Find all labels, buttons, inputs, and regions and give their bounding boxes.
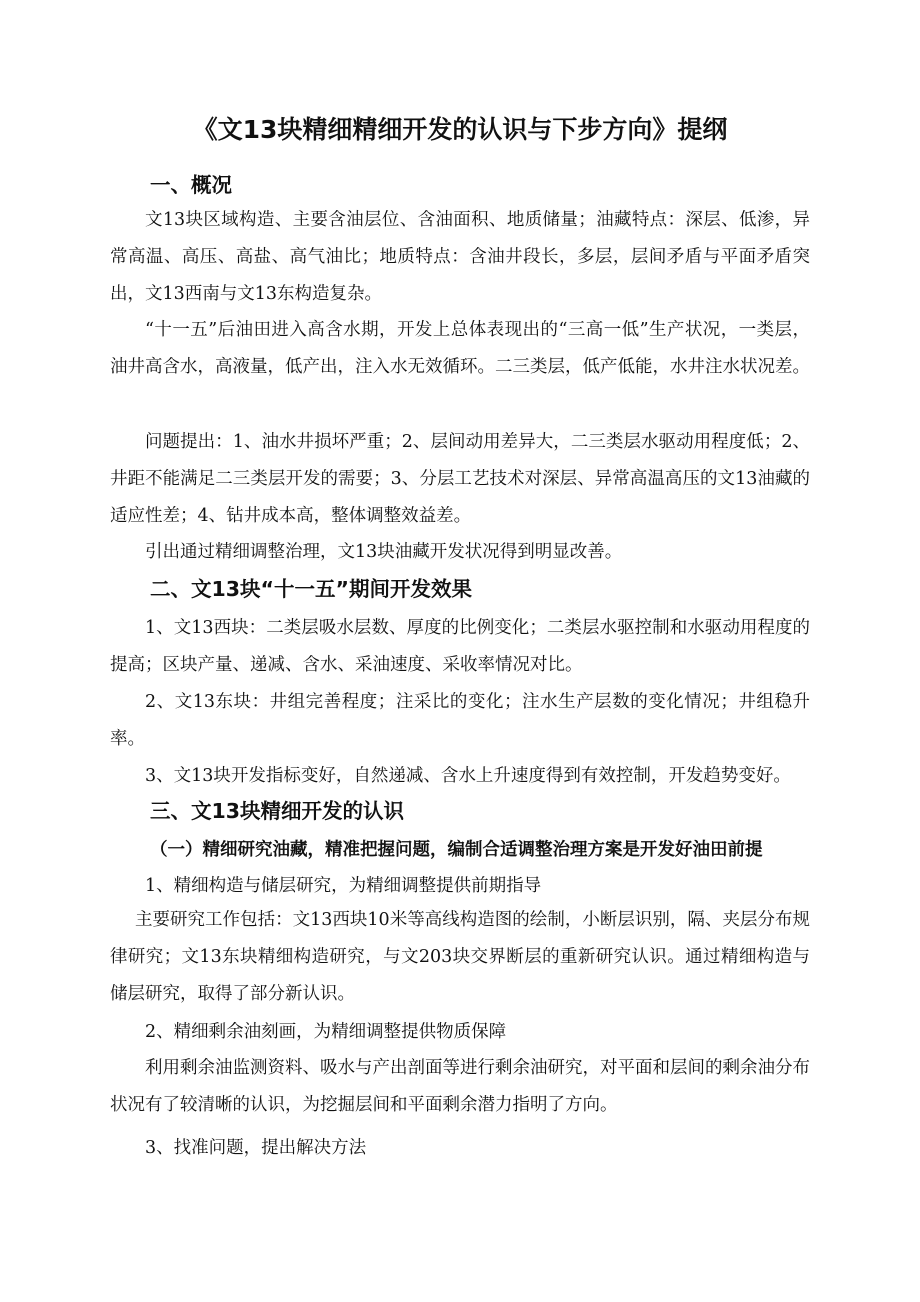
paragraph: 1、文13西块：二类层吸水层数、厚度的比例变化；二类层水驱控制和水驱动用程度的提高；区块产量、递减、含水、采油速度、采收率情况对比。	[110, 618, 810, 675]
section-heading-overview: 一、概况	[150, 173, 232, 197]
subsection-heading: （一）精细研究油藏，精准把握问题，编制合适调整治理方案是开发好油田前提	[150, 840, 763, 860]
paragraph: 3、文13块开发指标变好，自然递减、含水上升速度得到有效控制，开发趋势变好。	[145, 766, 791, 786]
document-title: 《文13块精细精细开发的认识与下步方向》提纲	[192, 115, 728, 144]
section-heading-understanding: 三、文13块精细开发的认识	[150, 799, 405, 823]
list-item: 2、精细剩余油刻画，为精细调整提供物质保障	[145, 1022, 507, 1042]
list-item: 3、找准问题，提出解决方法	[145, 1138, 367, 1158]
paragraph: 利用剩余油监测资料、吸水与产出剖面等进行剩余油研究，对平面和层间的剩余油分布状况有了较清晰的认识，为挖掘层间和平面剩余潜力指明了方向。	[110, 1058, 810, 1115]
section-heading-effects: 二、文13块“十一五”期间开发效果	[150, 577, 472, 601]
list-item: 1、精细构造与储层研究，为精细调整提供前期指导	[145, 876, 542, 896]
paragraph: 文13块区域构造、主要含油层位、含油面积、地质储量；油藏特点：深层、低渗，异常高温、高压、高盐、高气油比；地质特点：含油井段长，多层，层间矛盾与平面矛盾突出，文13西南与文13东构造复杂。	[110, 210, 810, 304]
paragraph: 主要研究工作包括：文13西块10米等高线构造图的绘制，小断层识别，隔、夹层分布规律研究；文13东块精细构造研究，与文203块交界断层的重新研究认识。通过精细构造与储层研究，取得了部分新认识。	[110, 910, 810, 1004]
paragraph: 引出通过精细调整治理，文13块油藏开发状况得到明显改善。	[145, 542, 623, 562]
paragraph: 问题提出：1、油水井损坏严重；2、层间动用差异大，二三类层水驱动用程度低；2、井距不能满足二三类层开发的需要；3、分层工艺技术对深层、异常高温高压的文13油藏的适应性差；4、钻井成本高，整体调整效益差。	[110, 432, 810, 526]
paragraph: “十一五”后油田进入高含水期，开发上总体表现出的“三高一低”生产状况，一类层，油井高含水，高液量，低产出，注入水无效循环。二三类层，低产低能，水井注水状况差。	[110, 320, 810, 377]
paragraph: 2、文13东块：井组完善程度；注采比的变化；注水生产层数的变化情况；井组稳升率。	[110, 692, 810, 749]
